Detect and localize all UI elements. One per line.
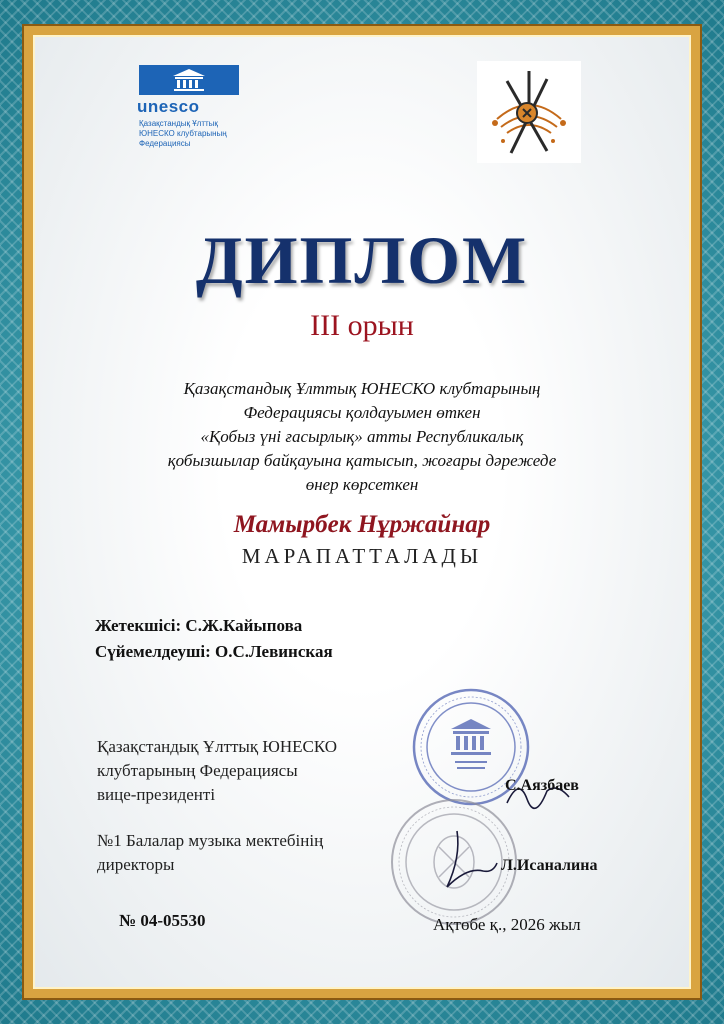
description-line: «Қобыз үні ғасырлық» атты Республикалық: [200, 427, 524, 446]
director-title-line: директоры: [97, 855, 175, 874]
unesco-subtitle-line: ЮНЕСКО клубтарының: [139, 129, 227, 138]
diploma-number: № 04-05530: [119, 911, 206, 930]
description-line: Қазақстандық Ұлттық ЮНЕСКО клубтарының: [183, 379, 541, 398]
vp-title-block: [97, 735, 337, 807]
unesco-subtitle: [139, 119, 287, 149]
unesco-subtitle-line: Федерациясы: [139, 139, 191, 148]
city-year: Ақтөбе қ., 2026 жыл: [433, 915, 581, 934]
unesco-logo: [137, 65, 287, 149]
teacher-line: Жетекшісі: С.Ж.Кайыпова: [95, 616, 303, 635]
leaders-block: [95, 613, 333, 665]
diploma-title: ДИПЛОМ: [195, 222, 529, 298]
diploma-content: [33, 35, 691, 989]
director-title-line: №1 Балалар музыка мектебінің: [97, 831, 324, 850]
award-description: [79, 377, 645, 497]
description-line: өнер көрсеткен: [305, 475, 419, 494]
description-line: Федерациясы қолдауымен өткен: [243, 403, 481, 422]
gold-border-frame: [24, 26, 700, 998]
unesco-subtitle-line: Қазақстандық Ұлттық: [139, 119, 218, 128]
director-signature: [417, 827, 507, 897]
unesco-temple-icon: [139, 65, 239, 95]
recipient-name: Мамырбек Нұржайнар: [233, 511, 491, 538]
description-line: қобызшылар байқауына қатысып, жоғары дәрежеде: [167, 451, 557, 470]
vp-title-line: клубтарының Федерациясы: [97, 761, 298, 780]
director-name: Л.Исаналина: [501, 857, 598, 874]
kobyz-emblem-icon: [477, 61, 581, 163]
vp-name: С.Аязбаев: [505, 777, 579, 794]
director-title-block: [97, 829, 323, 877]
place-label: ІІІ орын: [310, 309, 414, 342]
accompanist-line: Сүйемелдеуші: О.С.Левинская: [95, 642, 333, 661]
vp-title-line: вице-президенті: [97, 785, 216, 804]
vp-title-line: Қазақстандық Ұлттық ЮНЕСКО: [97, 737, 338, 756]
unesco-wordmark: unesco: [137, 97, 200, 116]
awarded-label: МАРАПАТТАЛАДЫ: [241, 544, 483, 568]
